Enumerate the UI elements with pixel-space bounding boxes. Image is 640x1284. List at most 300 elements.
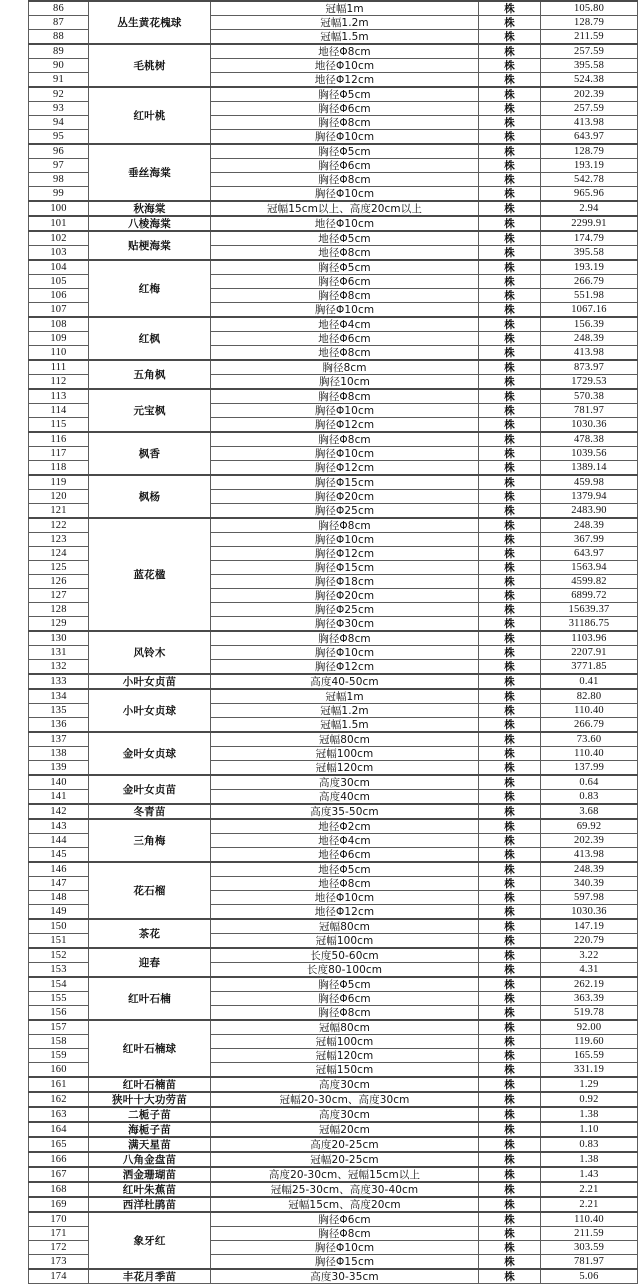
specification-cell: 胸径Φ15cm <box>211 1255 479 1270</box>
specification-cell: 高度20-30cm、冠幅15cm以上 <box>211 1167 479 1182</box>
row-number-cell: 160 <box>29 1063 89 1078</box>
unit-cell: 株 <box>479 1107 541 1122</box>
unit-price-cell: 69.92 <box>541 819 638 834</box>
unit-cell: 株 <box>479 116 541 130</box>
row-number-cell: 174 <box>29 1269 89 1284</box>
unit-price-cell: 873.97 <box>541 360 638 375</box>
unit-price-cell: 119.60 <box>541 1035 638 1049</box>
row-number-cell: 101 <box>29 216 89 231</box>
row-number-cell: 108 <box>29 317 89 332</box>
specification-cell: 冠幅1.5m <box>211 718 479 733</box>
unit-price-cell: 413.98 <box>541 116 638 130</box>
unit-cell: 株 <box>479 275 541 289</box>
unit-cell: 株 <box>479 102 541 116</box>
specification-cell: 高度30cm <box>211 1107 479 1122</box>
specification-cell: 冠幅1m <box>211 1 479 16</box>
unit-cell: 株 <box>479 173 541 187</box>
specification-cell: 胸径Φ10cm <box>211 447 479 461</box>
specification-cell: 冠幅150cm <box>211 1063 479 1078</box>
unit-cell: 株 <box>479 674 541 689</box>
specification-cell: 冠幅100cm <box>211 934 479 949</box>
table-row <box>29 775 638 790</box>
plant-name-cell: 红叶石楠苗 <box>89 1077 211 1092</box>
plant-name-cell: 元宝枫 <box>89 389 211 432</box>
table-row <box>29 317 638 332</box>
unit-cell: 株 <box>479 144 541 159</box>
specification-cell: 胸径Φ10cm <box>211 533 479 547</box>
row-number-cell: 123 <box>29 533 89 547</box>
plant-name-cell: 蓝花楹 <box>89 518 211 631</box>
unit-cell: 株 <box>479 617 541 632</box>
specification-cell: 胸径Φ8cm <box>211 116 479 130</box>
unit-cell: 株 <box>479 977 541 992</box>
specification-cell: 胸径Φ5cm <box>211 260 479 275</box>
unit-cell: 株 <box>479 332 541 346</box>
row-number-cell: 163 <box>29 1107 89 1122</box>
unit-price-cell: 551.98 <box>541 289 638 303</box>
unit-cell: 株 <box>479 518 541 533</box>
row-number-cell: 113 <box>29 389 89 404</box>
table-row <box>29 518 638 533</box>
unit-price-cell: 0.41 <box>541 674 638 689</box>
plant-name-cell: 西洋杜鹃苗 <box>89 1197 211 1212</box>
specification-cell: 胸径Φ5cm <box>211 144 479 159</box>
specification-cell: 胸径Φ6cm <box>211 102 479 116</box>
specification-cell: 地径Φ6cm <box>211 332 479 346</box>
row-number-cell: 93 <box>29 102 89 116</box>
unit-cell: 株 <box>479 834 541 848</box>
unit-price-cell: 110.40 <box>541 747 638 761</box>
unit-cell: 株 <box>479 561 541 575</box>
specification-cell: 高度20-25cm <box>211 1137 479 1152</box>
unit-price-cell: 110.40 <box>541 704 638 718</box>
table-row <box>29 689 638 704</box>
row-number-cell: 165 <box>29 1137 89 1152</box>
unit-price-cell: 73.60 <box>541 732 638 747</box>
row-number-cell: 122 <box>29 518 89 533</box>
row-number-cell: 114 <box>29 404 89 418</box>
unit-cell: 株 <box>479 848 541 863</box>
unit-cell: 株 <box>479 631 541 646</box>
unit-cell: 株 <box>479 575 541 589</box>
unit-cell: 株 <box>479 1020 541 1035</box>
table-row <box>29 1077 638 1092</box>
specification-cell: 地径Φ10cm <box>211 891 479 905</box>
plant-name-cell: 小叶女贞球 <box>89 689 211 732</box>
unit-price-cell: 3.22 <box>541 948 638 963</box>
unit-cell: 株 <box>479 1006 541 1021</box>
specification-cell: 胸径Φ8cm <box>211 631 479 646</box>
unit-cell: 株 <box>479 16 541 30</box>
unit-price-cell: 15639.37 <box>541 603 638 617</box>
unit-price-cell: 478.38 <box>541 432 638 447</box>
unit-price-cell: 31186.75 <box>541 617 638 632</box>
row-number-cell: 104 <box>29 260 89 275</box>
unit-price-cell: 0.64 <box>541 775 638 790</box>
row-number-cell: 132 <box>29 660 89 675</box>
unit-price-cell: 413.98 <box>541 848 638 863</box>
row-number-cell: 97 <box>29 159 89 173</box>
table-row <box>29 674 638 689</box>
plant-name-cell: 枫杨 <box>89 475 211 518</box>
specification-cell: 胸径Φ10cm <box>211 404 479 418</box>
unit-cell: 株 <box>479 891 541 905</box>
row-number-cell: 169 <box>29 1197 89 1212</box>
row-number-cell: 136 <box>29 718 89 733</box>
specification-cell: 胸径Φ15cm <box>211 475 479 490</box>
row-number-cell: 121 <box>29 504 89 519</box>
specification-cell: 地径Φ5cm <box>211 231 479 246</box>
unit-cell: 株 <box>479 1255 541 1270</box>
row-number-cell: 110 <box>29 346 89 361</box>
unit-cell: 株 <box>479 963 541 978</box>
unit-cell: 株 <box>479 1197 541 1212</box>
row-number-cell: 103 <box>29 246 89 261</box>
unit-price-cell: 1067.16 <box>541 303 638 318</box>
specification-cell: 胸径Φ25cm <box>211 603 479 617</box>
row-number-cell: 88 <box>29 30 89 45</box>
unit-cell: 株 <box>479 718 541 733</box>
specification-cell: 胸径Φ30cm <box>211 617 479 632</box>
row-number-cell: 144 <box>29 834 89 848</box>
unit-price-cell: 570.38 <box>541 389 638 404</box>
table-row <box>29 631 638 646</box>
row-number-cell: 118 <box>29 461 89 476</box>
unit-price-cell: 0.92 <box>541 1092 638 1107</box>
row-number-cell: 89 <box>29 44 89 59</box>
plant-name-cell: 五角枫 <box>89 360 211 389</box>
row-number-cell: 125 <box>29 561 89 575</box>
table-row <box>29 1197 638 1212</box>
unit-cell: 株 <box>479 159 541 173</box>
unit-price-cell: 1729.53 <box>541 375 638 390</box>
unit-price-cell: 262.19 <box>541 977 638 992</box>
row-number-cell: 146 <box>29 862 89 877</box>
row-number-cell: 111 <box>29 360 89 375</box>
table-row <box>29 948 638 963</box>
row-number-cell: 99 <box>29 187 89 202</box>
unit-cell: 株 <box>479 404 541 418</box>
specification-cell: 地径Φ4cm <box>211 317 479 332</box>
table-row <box>29 1182 638 1197</box>
unit-cell: 株 <box>479 992 541 1006</box>
row-number-cell: 96 <box>29 144 89 159</box>
plant-name-cell: 洒金珊瑚苗 <box>89 1167 211 1182</box>
unit-cell: 株 <box>479 73 541 88</box>
unit-cell: 株 <box>479 303 541 318</box>
specification-cell: 冠幅25-30cm、高度30-40cm <box>211 1182 479 1197</box>
unit-price-cell: 2299.91 <box>541 216 638 231</box>
row-number-cell: 156 <box>29 1006 89 1021</box>
plant-name-cell: 满天星苗 <box>89 1137 211 1152</box>
row-number-cell: 138 <box>29 747 89 761</box>
table-body <box>29 1 638 1284</box>
specification-cell: 冠幅20cm <box>211 1122 479 1137</box>
unit-cell: 株 <box>479 504 541 519</box>
unit-cell: 株 <box>479 862 541 877</box>
unit-price-cell: 781.97 <box>541 1255 638 1270</box>
unit-price-cell: 193.19 <box>541 260 638 275</box>
plant-name-cell: 狭叶十大功劳苗 <box>89 1092 211 1107</box>
unit-cell: 株 <box>479 360 541 375</box>
row-number-cell: 157 <box>29 1020 89 1035</box>
unit-cell: 株 <box>479 1077 541 1092</box>
specification-cell: 胸径Φ10cm <box>211 303 479 318</box>
row-number-cell: 130 <box>29 631 89 646</box>
row-number-cell: 92 <box>29 87 89 102</box>
unit-price-cell: 147.19 <box>541 919 638 934</box>
unit-price-cell: 202.39 <box>541 87 638 102</box>
specification-cell: 冠幅20-30cm、高度30cm <box>211 1092 479 1107</box>
unit-cell: 株 <box>479 317 541 332</box>
specification-cell: 胸径Φ20cm <box>211 589 479 603</box>
unit-cell: 株 <box>479 877 541 891</box>
row-number-cell: 155 <box>29 992 89 1006</box>
unit-cell: 株 <box>479 1182 541 1197</box>
plant-name-cell: 秋海棠 <box>89 201 211 216</box>
unit-price-cell: 0.83 <box>541 790 638 805</box>
specification-cell: 胸径Φ18cm <box>211 575 479 589</box>
unit-price-cell: 211.59 <box>541 30 638 45</box>
row-number-cell: 109 <box>29 332 89 346</box>
specification-cell: 冠幅80cm <box>211 1020 479 1035</box>
specification-cell: 地径Φ5cm <box>211 862 479 877</box>
unit-cell: 株 <box>479 603 541 617</box>
table-row <box>29 44 638 59</box>
unit-price-cell: 1039.56 <box>541 447 638 461</box>
row-number-cell: 145 <box>29 848 89 863</box>
specification-cell: 胸径Φ25cm <box>211 504 479 519</box>
unit-cell: 株 <box>479 1212 541 1227</box>
unit-cell: 株 <box>479 44 541 59</box>
unit-price-cell: 367.99 <box>541 533 638 547</box>
table-row <box>29 1137 638 1152</box>
unit-price-cell: 202.39 <box>541 834 638 848</box>
row-number-cell: 127 <box>29 589 89 603</box>
unit-price-cell: 340.39 <box>541 877 638 891</box>
row-number-cell: 116 <box>29 432 89 447</box>
row-number-cell: 124 <box>29 547 89 561</box>
unit-price-cell: 128.79 <box>541 16 638 30</box>
unit-price-cell: 965.96 <box>541 187 638 202</box>
plant-name-cell: 冬青苗 <box>89 804 211 819</box>
unit-price-cell: 2.94 <box>541 201 638 216</box>
unit-cell: 株 <box>479 948 541 963</box>
unit-price-cell: 597.98 <box>541 891 638 905</box>
specification-cell: 地径Φ8cm <box>211 877 479 891</box>
unit-cell: 株 <box>479 59 541 73</box>
unit-price-cell: 363.39 <box>541 992 638 1006</box>
plant-name-cell: 枫香 <box>89 432 211 475</box>
plant-name-cell: 红叶石楠 <box>89 977 211 1020</box>
unit-price-cell: 174.79 <box>541 231 638 246</box>
table-row <box>29 231 638 246</box>
table-row <box>29 804 638 819</box>
unit-cell: 株 <box>479 130 541 145</box>
specification-cell: 胸径Φ5cm <box>211 977 479 992</box>
table-row <box>29 1020 638 1035</box>
specification-cell: 胸径Φ10cm <box>211 1241 479 1255</box>
specification-cell: 冠幅1.2m <box>211 16 479 30</box>
unit-cell: 株 <box>479 216 541 231</box>
unit-cell: 株 <box>479 201 541 216</box>
unit-price-cell: 211.59 <box>541 1227 638 1241</box>
row-number-cell: 117 <box>29 447 89 461</box>
plant-name-cell: 红叶石楠球 <box>89 1020 211 1077</box>
unit-cell: 株 <box>479 689 541 704</box>
specification-cell: 胸径Φ8cm <box>211 518 479 533</box>
specification-cell: 冠幅1.2m <box>211 704 479 718</box>
unit-price-cell: 2483.90 <box>541 504 638 519</box>
plant-name-cell: 小叶女贞苗 <box>89 674 211 689</box>
table-row <box>29 432 638 447</box>
unit-cell: 株 <box>479 447 541 461</box>
unit-cell: 株 <box>479 804 541 819</box>
row-number-cell: 107 <box>29 303 89 318</box>
unit-price-cell: 1.38 <box>541 1107 638 1122</box>
unit-price-cell: 156.39 <box>541 317 638 332</box>
unit-price-cell: 92.00 <box>541 1020 638 1035</box>
unit-cell: 株 <box>479 660 541 675</box>
specification-cell: 冠幅1m <box>211 689 479 704</box>
unit-price-cell: 1.38 <box>541 1152 638 1167</box>
plant-name-cell: 丰花月季苗 <box>89 1269 211 1284</box>
unit-price-cell: 1.10 <box>541 1122 638 1137</box>
plant-name-cell: 红叶朱蕉苗 <box>89 1182 211 1197</box>
table-row <box>29 475 638 490</box>
unit-cell: 株 <box>479 187 541 202</box>
row-number-cell: 133 <box>29 674 89 689</box>
row-number-cell: 153 <box>29 963 89 978</box>
table-row <box>29 1269 638 1284</box>
specification-cell: 冠幅20-25cm <box>211 1152 479 1167</box>
unit-cell: 株 <box>479 432 541 447</box>
unit-price-cell: 1563.94 <box>541 561 638 575</box>
unit-cell: 株 <box>479 1035 541 1049</box>
row-number-cell: 100 <box>29 201 89 216</box>
unit-price-cell: 303.59 <box>541 1241 638 1255</box>
table-row <box>29 1212 638 1227</box>
specification-cell: 地径Φ2cm <box>211 819 479 834</box>
unit-price-cell: 266.79 <box>541 275 638 289</box>
unit-price-cell: 524.38 <box>541 73 638 88</box>
row-number-cell: 131 <box>29 646 89 660</box>
specification-cell: 冠幅1.5m <box>211 30 479 45</box>
row-number-cell: 166 <box>29 1152 89 1167</box>
unit-price-cell: 257.59 <box>541 44 638 59</box>
unit-price-cell: 248.39 <box>541 862 638 877</box>
row-number-cell: 139 <box>29 761 89 776</box>
row-number-cell: 137 <box>29 732 89 747</box>
table-row <box>29 216 638 231</box>
table-row <box>29 732 638 747</box>
specification-cell: 胸径Φ8cm <box>211 389 479 404</box>
specification-cell: 胸径Φ10cm <box>211 646 479 660</box>
table-row <box>29 360 638 375</box>
unit-cell: 株 <box>479 1137 541 1152</box>
unit-price-cell: 105.80 <box>541 1 638 16</box>
row-number-cell: 140 <box>29 775 89 790</box>
unit-price-cell: 395.58 <box>541 246 638 261</box>
plant-name-cell: 毛桃树 <box>89 44 211 87</box>
plant-name-cell: 红梅 <box>89 260 211 317</box>
row-number-cell: 135 <box>29 704 89 718</box>
plant-name-cell: 二栀子苗 <box>89 1107 211 1122</box>
table-row <box>29 201 638 216</box>
plant-name-cell: 象牙红 <box>89 1212 211 1269</box>
unit-price-cell: 1.43 <box>541 1167 638 1182</box>
unit-cell: 株 <box>479 1 541 16</box>
row-number-cell: 90 <box>29 59 89 73</box>
specification-cell: 地径Φ8cm <box>211 346 479 361</box>
row-number-cell: 150 <box>29 919 89 934</box>
specification-cell: 长度50-60cm <box>211 948 479 963</box>
row-number-cell: 86 <box>29 1 89 16</box>
row-number-cell: 170 <box>29 1212 89 1227</box>
specification-cell: 胸径Φ8cm <box>211 1227 479 1241</box>
unit-price-cell: 266.79 <box>541 718 638 733</box>
specification-cell: 高度35-50cm <box>211 804 479 819</box>
unit-cell: 株 <box>479 589 541 603</box>
row-number-cell: 141 <box>29 790 89 805</box>
unit-price-cell: 165.59 <box>541 1049 638 1063</box>
plant-name-cell: 八角金盘苗 <box>89 1152 211 1167</box>
specification-cell: 胸径Φ20cm <box>211 490 479 504</box>
table-row <box>29 1 638 16</box>
table-row <box>29 144 638 159</box>
specification-cell: 胸径Φ5cm <box>211 87 479 102</box>
specification-cell: 胸径Φ6cm <box>211 1212 479 1227</box>
plant-name-cell: 海栀子苗 <box>89 1122 211 1137</box>
unit-price-cell: 542.78 <box>541 173 638 187</box>
row-number-cell: 94 <box>29 116 89 130</box>
row-number-cell: 102 <box>29 231 89 246</box>
specification-cell: 胸径Φ8cm <box>211 432 479 447</box>
unit-cell: 株 <box>479 389 541 404</box>
table-row <box>29 862 638 877</box>
unit-price-cell: 5.06 <box>541 1269 638 1284</box>
unit-price-cell: 110.40 <box>541 1212 638 1227</box>
plant-name-cell: 丛生黄花槐球 <box>89 1 211 44</box>
unit-cell: 株 <box>479 1241 541 1255</box>
row-number-cell: 105 <box>29 275 89 289</box>
specification-cell: 冠幅80cm <box>211 732 479 747</box>
specification-cell: 冠幅120cm <box>211 1049 479 1063</box>
specification-cell: 胸径Φ8cm <box>211 173 479 187</box>
row-number-cell: 87 <box>29 16 89 30</box>
unit-cell: 株 <box>479 461 541 476</box>
unit-cell: 株 <box>479 1167 541 1182</box>
unit-price-cell: 2207.91 <box>541 646 638 660</box>
unit-price-cell: 1030.36 <box>541 418 638 433</box>
plant-name-cell: 红叶桃 <box>89 87 211 144</box>
table-row <box>29 1152 638 1167</box>
plant-name-cell: 风铃木 <box>89 631 211 674</box>
unit-price-cell: 257.59 <box>541 102 638 116</box>
specification-cell: 冠幅100cm <box>211 1035 479 1049</box>
row-number-cell: 129 <box>29 617 89 632</box>
unit-cell: 株 <box>479 747 541 761</box>
row-number-cell: 152 <box>29 948 89 963</box>
specification-cell: 胸径Φ8cm <box>211 289 479 303</box>
unit-price-cell: 82.80 <box>541 689 638 704</box>
specification-cell: 胸径Φ12cm <box>211 660 479 675</box>
row-number-cell: 148 <box>29 891 89 905</box>
unit-price-cell: 413.98 <box>541 346 638 361</box>
row-number-cell: 159 <box>29 1049 89 1063</box>
row-number-cell: 167 <box>29 1167 89 1182</box>
plant-name-cell: 金叶女贞球 <box>89 732 211 775</box>
